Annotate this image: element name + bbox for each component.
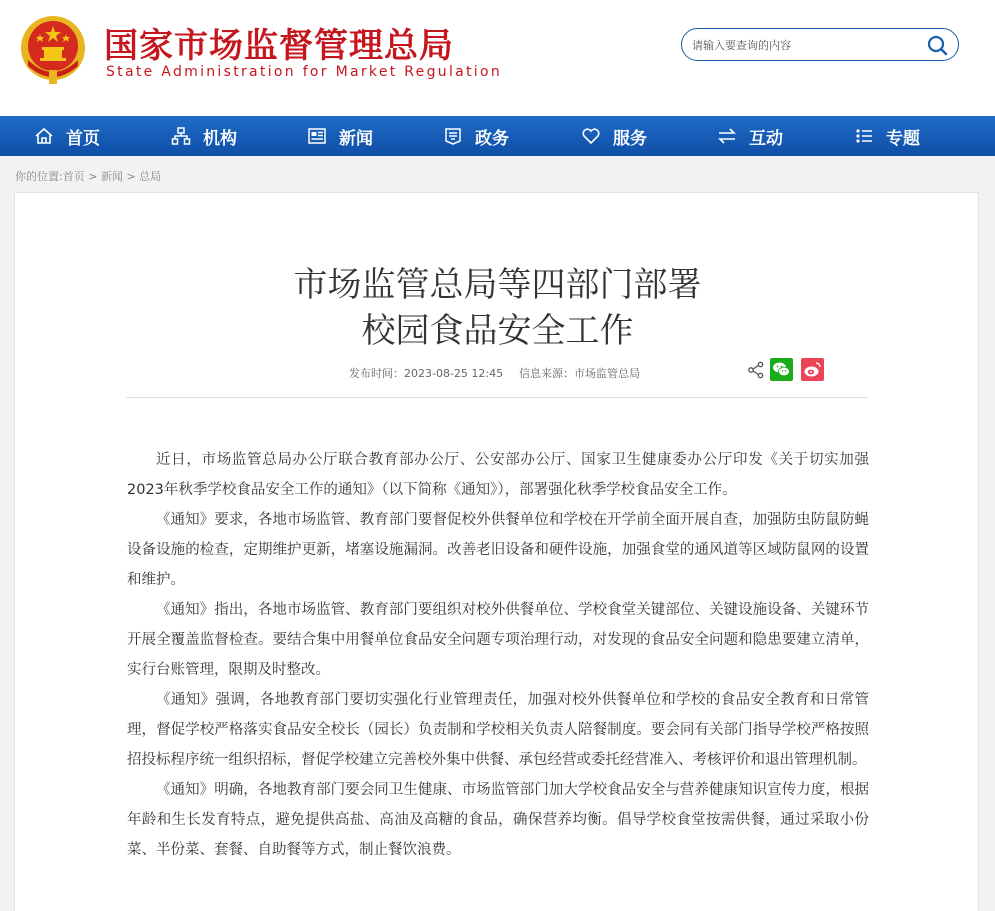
article-title-line1: 市场监管总局等四部门部署 <box>293 265 702 305</box>
nav-item-label: 机构 <box>203 128 237 149</box>
weibo-icon <box>801 358 824 381</box>
article-paragraph: 《通知》指出，各地市场监管、教育部门要组织对校外供餐单位、学校食堂关键部位、关键设施设备、关键环节开展全覆盖监督检查。要结合集中用餐单位食品安全问题专项治理行动，对发现的食品安全问题和隐患要建立清单，实行台账管理，限期及时整改。 <box>127 602 869 678</box>
site-header <box>0 0 995 116</box>
breadcrumb-separator: > <box>88 170 98 183</box>
exchange-arrows-icon <box>717 126 737 146</box>
newspaper-icon <box>307 126 327 146</box>
share-icon[interactable] <box>747 361 765 379</box>
breadcrumb-item-home[interactable]: 首页 <box>62 170 85 183</box>
article-paragraph: 近日，市场监管总局办公厅联合教育部办公厅、公安部办公厅、国家卫生健康委办公厅印发《关于切实加强2023年秋季学校食品安全工作的通知》（以下简称《通知》），部署强化秋季学校食品安全工作。 <box>127 452 869 498</box>
main-nav <box>0 116 995 156</box>
heart-icon <box>581 126 601 146</box>
nav-item-interaction[interactable] <box>717 116 783 156</box>
publish-time-label: 发布时间： <box>349 367 404 380</box>
article-title-line2: 校园食品安全工作 <box>361 311 634 351</box>
nav-item-organization[interactable] <box>171 116 237 156</box>
nav-item-services[interactable] <box>581 116 647 156</box>
wechat-icon <box>770 358 793 381</box>
nav-item-label: 互动 <box>749 128 783 149</box>
info-source <box>519 365 640 381</box>
national-emblem-icon[interactable] <box>18 14 88 86</box>
breadcrumb-item-news[interactable]: 新闻 <box>100 170 123 183</box>
org-chart-icon <box>171 126 191 146</box>
article-body <box>127 445 869 865</box>
search-box <box>681 28 959 61</box>
wechat-share-icon[interactable] <box>770 358 793 381</box>
nav-item-topics[interactable] <box>854 116 920 156</box>
article-paragraph: 《通知》明确，各地教育部门要会同卫生健康、市场监管部门加大学校食品安全与营养健康知识宣传力度，根据年龄和生长发育特点，避免提供高盐、高油及高糖的食品，确保营养均衡。倡导学校食堂按需供餐，通过采取小份菜、半份菜、套餐、自助餐等方式，制止餐饮浪费。 <box>127 782 869 858</box>
article-paragraph: 《通知》要求，各地市场监管、教育部门要督促校外供餐单位和学校在开学前全面开展自查，加强防虫防鼠防蝇设备设施的检查，定期维护更新，堵塞设施漏洞。改善老旧设备和硬件设施，加强食堂的通风道等区域防鼠网的设置和维护。 <box>127 512 869 588</box>
nav-item-label: 首页 <box>66 128 100 149</box>
nav-item-news[interactable] <box>307 116 373 156</box>
nav-item-home[interactable] <box>34 116 100 156</box>
info-source-value: 市场监管总局 <box>574 367 640 380</box>
nav-item-government-affairs[interactable] <box>443 116 509 156</box>
search-icon[interactable] <box>926 34 948 56</box>
nav-item-label: 新闻 <box>339 128 373 149</box>
info-source-label: 信息来源： <box>519 367 574 380</box>
publish-time <box>349 365 503 381</box>
list-icon <box>854 126 874 146</box>
title-divider <box>126 397 868 398</box>
search-input[interactable] <box>692 35 922 55</box>
breadcrumb-item-headquarters[interactable]: 总局 <box>139 170 162 183</box>
site-title-en[interactable]: State Administration for Market Regulation <box>106 64 503 80</box>
breadcrumb-separator: > <box>126 170 136 183</box>
weibo-share-icon[interactable] <box>801 358 824 381</box>
breadcrumb <box>15 168 161 184</box>
publish-time-value: 2023-08-25 12:45 <box>404 367 504 380</box>
nav-item-label: 服务 <box>613 128 647 149</box>
nav-item-label: 专题 <box>886 128 920 149</box>
article-card <box>14 192 979 911</box>
nav-item-label: 政务 <box>475 128 509 149</box>
government-icon <box>443 126 463 146</box>
article-paragraph: 《通知》强调，各地教育部门要切实强化行业管理责任，加强对校外供餐单位和学校的食品安全教育和日常管理，督促学校严格落实食品安全校长（园长）负责制和学校相关负责人陪餐制度。要会同有关部门指导学校严格按照招投标程序统一组织招标，督促学校建立完善校外集中供餐、承包经营或委托经营准入、考核评价和退出管理机制。 <box>127 692 869 768</box>
breadcrumb-prefix: 你的位置: <box>15 170 63 183</box>
home-icon <box>34 126 54 146</box>
site-title-cn[interactable]: 国家市场监督管理总局 <box>104 26 454 66</box>
